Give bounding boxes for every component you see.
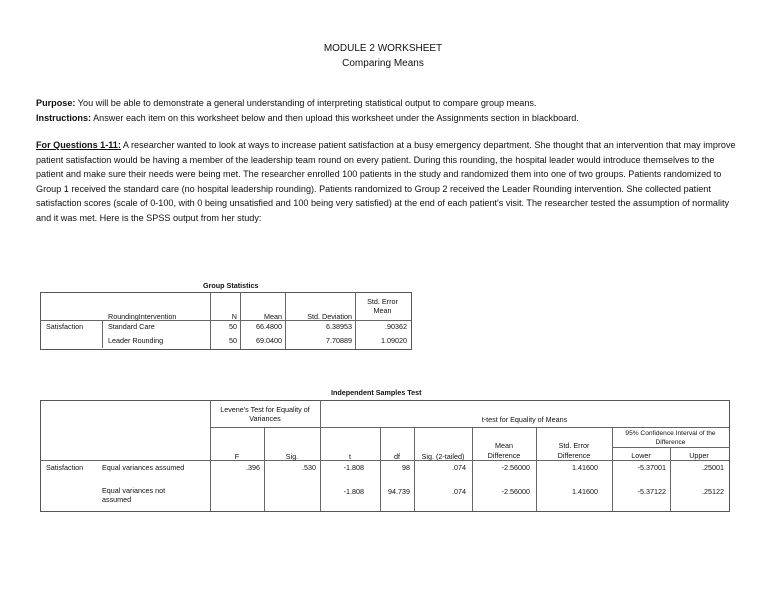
group-stats-caption: Group Statistics bbox=[203, 281, 259, 290]
questions-label: For Questions 1-11: bbox=[36, 140, 121, 150]
instructions-label: Instructions: bbox=[36, 112, 92, 123]
ind-test-subheader-rule bbox=[210, 427, 729, 428]
questions-text: A researcher wanted to look at ways to increase patient satisfaction at a busy emergency department. She thought that an intervention that may improve patient satisfaction would be having a member of the leadership team round on every patient. During this rounding, the hospital leader would introduce themselves to the patient and make sure their needs were being met. The researcher enrolled 100 patients in the study and randomized them into one of two groups. Patients randomized to Group 1 received the standard care (no hospital leadership rounding). Patients randomized to Group 2 received the Leader Rounding intervention. She collected patient satisfaction scores (scale of 0-100, with 0 being unsatisfied and 100 being very satisfied) at the end of each patient's visit. The researcher tested the assumption of normality and it was met. Here is the SPSS output from her study: bbox=[36, 140, 736, 223]
questions-paragraph bbox=[36, 138, 736, 226]
ttest-header: t-test for Equality of Means bbox=[481, 415, 568, 424]
value-upper: .25001 bbox=[702, 463, 724, 472]
value-sd: 6.38953 bbox=[326, 322, 352, 331]
col-upper: Upper bbox=[689, 451, 709, 460]
ci-header: 95% Confidence Interval of the Difference bbox=[625, 430, 716, 446]
value-mean: 69.0400 bbox=[256, 336, 282, 345]
group-stats-divider bbox=[102, 320, 103, 348]
value-sig: .530 bbox=[302, 463, 316, 472]
col-std-deviation: Std. Deviation bbox=[307, 312, 352, 321]
col-lower: Lower bbox=[631, 451, 651, 460]
purpose-text: You will be able to demonstrate a general understanding of interpreting statistical output to compare group means. bbox=[75, 98, 537, 108]
instructions-text: Answer each item on this worksheet below and then upload this worksheet under the Assignments section in blackboard. bbox=[91, 112, 579, 123]
value-sig2: .074 bbox=[452, 463, 466, 472]
row-label: Equal variances assumed bbox=[102, 463, 185, 472]
col-std-error-mean: Mean bbox=[373, 306, 392, 315]
col-n: N bbox=[231, 312, 237, 321]
value-se-diff: 1.41600 bbox=[572, 463, 598, 472]
value-mean-diff: -2.56000 bbox=[501, 463, 530, 472]
col-mean-diff-2: Difference bbox=[487, 451, 521, 460]
value-df: 94.739 bbox=[388, 487, 410, 496]
col-mean: Mean bbox=[264, 312, 282, 321]
col-df: df bbox=[394, 452, 400, 461]
value-se: 1.09020 bbox=[381, 336, 407, 345]
col-t: t bbox=[349, 452, 351, 461]
col-std-error-diff: Std. Error bbox=[558, 441, 590, 450]
purpose-label: Purpose: bbox=[36, 98, 76, 108]
value-t: -1.808 bbox=[343, 463, 364, 472]
col-mean-diff: Mean bbox=[495, 441, 513, 450]
value-se-diff: 1.41600 bbox=[572, 487, 598, 496]
value-f: .396 bbox=[246, 463, 260, 472]
col-std-error-diff-2: Difference bbox=[557, 451, 591, 460]
col-f: F bbox=[234, 452, 240, 461]
worksheet-subtitle: Comparing Means bbox=[342, 58, 424, 69]
worksheet-title: MODULE 2 WORKSHEET bbox=[323, 43, 443, 54]
value-se: .90362 bbox=[385, 322, 407, 331]
value-n: 50 bbox=[229, 322, 237, 331]
ind-test-caption: Independent Samples Test bbox=[331, 388, 422, 397]
col-sig-2tailed: Sig. (2-tailed) bbox=[421, 452, 465, 461]
value-n: 50 bbox=[229, 336, 237, 345]
variable-label: Satisfaction bbox=[46, 322, 84, 331]
value-sig2: .074 bbox=[452, 487, 466, 496]
value-upper: .25122 bbox=[702, 487, 724, 496]
group-label: Leader Rounding bbox=[108, 336, 164, 345]
value-lower: -5.37122 bbox=[637, 487, 666, 496]
value-df: 98 bbox=[402, 463, 410, 472]
group-header: RoundingIntervention bbox=[108, 312, 177, 321]
value-sd: 7.70889 bbox=[326, 336, 352, 345]
col-std-error: Std. Error bbox=[367, 297, 398, 306]
purpose-block bbox=[36, 96, 736, 125]
value-t: -1.808 bbox=[343, 487, 364, 496]
value-mean-diff: -2.56000 bbox=[501, 487, 530, 496]
value-lower: -5.37001 bbox=[637, 463, 666, 472]
ind-variable-label: Satisfaction bbox=[46, 463, 84, 472]
row-label: Equal variances not assumed bbox=[102, 486, 166, 504]
group-label: Standard Care bbox=[108, 322, 155, 331]
levene-header: Levene's Test for Equality of Variances bbox=[220, 405, 310, 423]
col-sig: Sig. bbox=[285, 452, 299, 461]
value-mean: 66.4800 bbox=[256, 322, 282, 331]
